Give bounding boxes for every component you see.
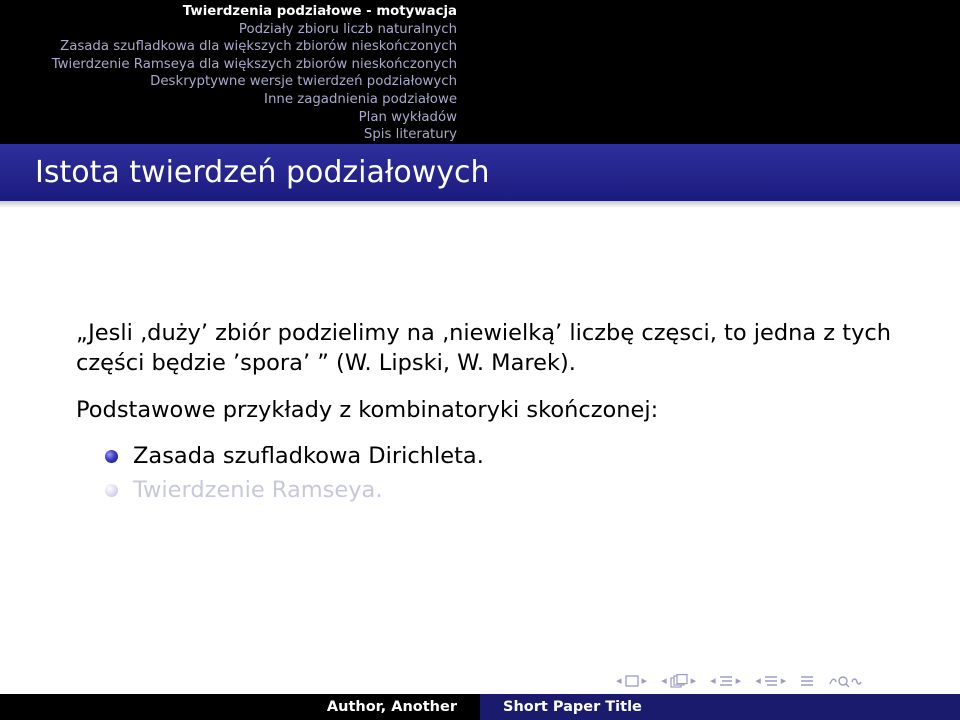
- navigation-symbols: [616, 671, 862, 691]
- footer-short-title: Short Paper Title: [480, 694, 960, 720]
- nav-section-plan[interactable]: Plan wykładów: [358, 109, 457, 125]
- quote-paragraph: „Jesli ‚duży’ zbiór podzielimy na ‚niewielką’ liczbę częsci, to jedna z tych części będzie ’spora’ ” (W. Lipski, W. Marek).: [76, 320, 892, 376]
- subsection-nav-icon[interactable]: ◂ ▸: [710, 674, 742, 687]
- nav-section-deskryptywne[interactable]: Deskryptywne wersje twierdzeń podziałowych: [150, 74, 457, 90]
- section-navigation-bar: [0, 0, 960, 144]
- slide-nav-icon[interactable]: ◂ ▸: [616, 674, 648, 687]
- nav-section-literatura[interactable]: Spis literatury: [363, 127, 457, 143]
- nav-section-inne[interactable]: Inne zagadnienia podziałowe: [264, 91, 457, 107]
- list-item-zasada-szufladkowa: [76, 439, 906, 473]
- nav-section-ramsey[interactable]: Twierdzenie Ramseya dla większych zbiorów nieskończonych: [51, 56, 457, 72]
- slide-content: [76, 318, 906, 507]
- examples-list: [76, 439, 906, 507]
- nav-section-motywacja[interactable]: Twierdzenia podziałowe - motywacja: [182, 4, 457, 19]
- section-navigation-list: [0, 0, 480, 147]
- list-item-text: Twierdzenie Ramseya.: [133, 477, 383, 503]
- list-item-ramsey: [76, 473, 906, 507]
- list-item-text: Zasada szufladkowa Dirichleta.: [133, 443, 484, 469]
- intro-paragraph: Podstawowe przykłady z kombinatoryki skończonej:: [76, 397, 659, 423]
- nav-section-podzialy-liczb[interactable]: Podziały zbioru liczb naturalnych: [238, 21, 457, 37]
- frame-title: Istota twierdzeń podziałowych: [35, 155, 490, 190]
- section-nav-icon[interactable]: ◂ ▸: [755, 674, 787, 687]
- frame-nav-icon[interactable]: ◂ ▸: [661, 674, 697, 687]
- document-nav-icon[interactable]: [800, 674, 814, 688]
- nav-section-zasada-szufladkowa[interactable]: Zasada szufladkowa dla większych zbiorów nieskończonych: [60, 39, 457, 55]
- footer-author: Author, Another: [0, 694, 480, 720]
- search-icon[interactable]: [828, 674, 862, 688]
- bullet-ball-icon: [105, 484, 118, 497]
- frame-title-bar: [0, 144, 960, 201]
- footline: [0, 694, 960, 720]
- bullet-ball-icon: [105, 450, 118, 463]
